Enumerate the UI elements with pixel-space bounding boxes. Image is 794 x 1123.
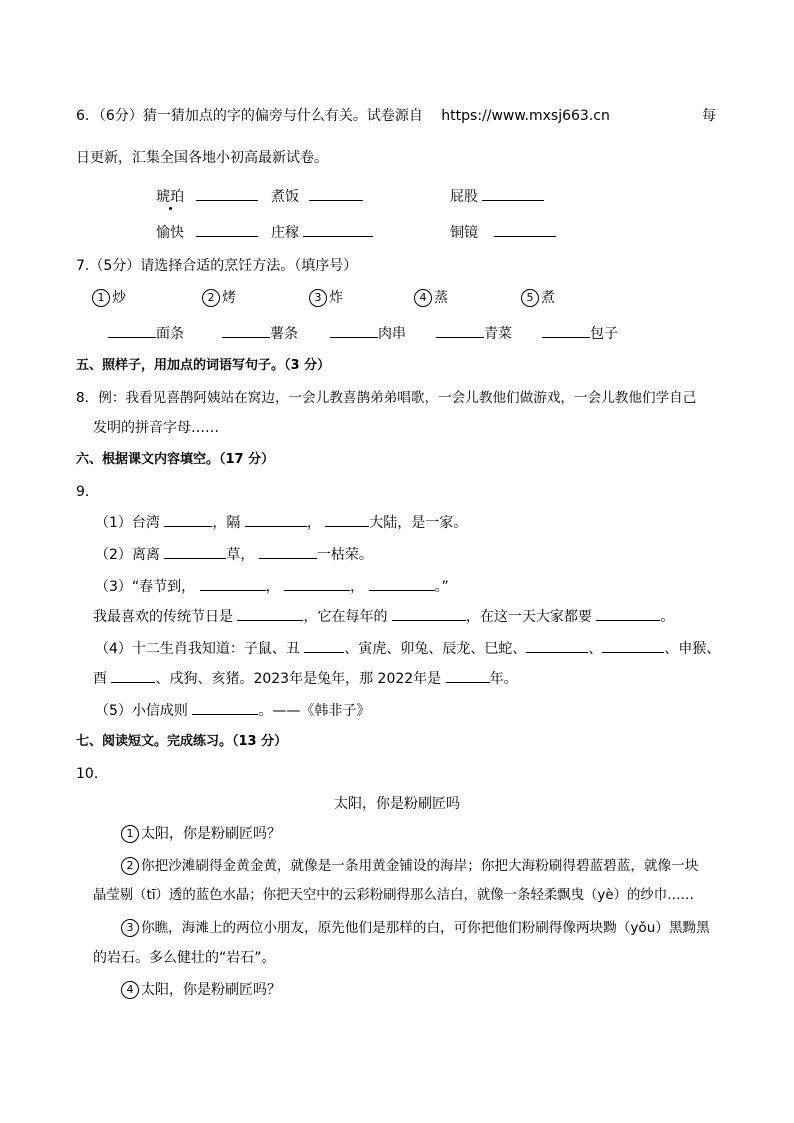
q9-part-3b: 我最喜欢的传统节日是 ，它在每年的 ，在这一天大家都要 。 [93,606,674,627]
answer-blank[interactable] [259,544,317,559]
q9-part-1: （1）台湾 ，隔 ， 大陆，是一家。 [95,512,467,533]
q9-part-2: （2）离离 草， 一枯荣。 [95,544,373,565]
circled-number: 4 [414,289,432,307]
section-5-heading: 五、照样子，用加点的词语写句子。（3 分） [76,358,331,373]
q7-title: 7.（5分）请选择合适的烹饪方法。（填序号） [76,258,358,274]
q7-option-5: 5 煮 [521,288,555,308]
answer-blank[interactable] [542,323,590,338]
answer-blank[interactable] [196,186,258,201]
answer-blank[interactable] [200,576,266,591]
circled-number: 1 [121,825,139,843]
answer-blank[interactable] [245,512,307,527]
circled-number: 1 [92,289,110,307]
q9-part-3: （3）“春节到， ， ， 。” [95,576,449,597]
answer-blank[interactable] [596,606,660,621]
q6-prompt: 6．（6分）猜一猜加点的字的偏旁与什么有关。试卷源自 [76,108,423,124]
q7-food-5: 包子 [542,323,618,344]
answer-blank[interactable] [196,222,258,237]
answer-blank[interactable] [303,222,373,237]
q6-line1 [76,106,610,126]
answer-blank[interactable] [192,700,258,715]
answer-blank[interactable] [164,544,226,559]
answer-blank[interactable] [222,323,270,338]
answer-blank[interactable] [482,186,544,201]
q7-food-2: 薯条 [222,323,298,344]
q6-word-3: 屁股 [450,186,544,207]
answer-blank[interactable] [330,323,378,338]
passage-para-3-line1: 3 你瞧，海滩上的两位小朋友，原先他们是那样的白，可你把他们粉刷得像两块黝（yǒu）黑黝黑 [121,918,710,938]
q6-word-5: 庄稼 [271,222,373,243]
q6-word-4: 愉快 [156,222,258,243]
q7-food-1: 面条 [108,323,184,344]
passage-para-2-line1: 2 你把沙滩刷得金黄金黄，就像是一条用黄金铺设的海岸；你把大海粉刷得碧蓝碧蓝，就像一块 [121,856,698,876]
circled-number: 3 [121,919,139,937]
answer-blank[interactable] [325,512,369,527]
q7-food-3: 肉串 [330,323,406,344]
section-7-heading: 七、阅读短文。完成练习。（13 分） [76,734,288,749]
answer-blank[interactable] [526,638,588,653]
q10-number: 10． [76,766,108,782]
q9-part-4b: 酉 、戌狗、亥猪。2023年是兔年，那 2022年是 年。 [93,668,518,689]
answer-blank[interactable] [108,323,156,338]
answer-blank[interactable] [446,668,490,683]
q6-word-2: 煮饭 [271,186,363,207]
answer-blank[interactable] [369,576,435,591]
answer-blank[interactable] [392,606,466,621]
q9-number: 9． [76,484,99,500]
source-url[interactable]: https://www.mxsj663.cn [441,108,610,124]
q7-option-3: 3 炸 [309,288,343,308]
passage-para-4: 4 太阳，你是粉刷匠吗？ [121,980,281,1000]
circled-number: 3 [309,289,327,307]
answer-blank[interactable] [164,512,212,527]
q8-line2: 发明的拼音字母…… [93,420,219,436]
q9-part-5: （5）小信成则 。——《韩非子》 [95,700,370,721]
passage-para-1: 1 太阳，你是粉刷匠吗？ [121,824,281,844]
q7-food-4: 青菜 [436,323,512,344]
passage-title: 太阳，你是粉刷匠吗 [334,796,460,812]
q7-option-1: 1 炒 [92,288,126,308]
q6-line2: 日更新，汇集全国各地小初高最新试卷。 [76,150,328,166]
answer-blank[interactable] [436,323,484,338]
q8-line1: 8．例：我看见喜鹊阿姨站在窝边，一会儿教喜鹊弟弟唱歌，一会儿教他们做游戏，一会儿教他们学自己 [76,390,697,406]
q7-option-2: 2 烤 [202,288,236,308]
circled-number: 2 [202,289,220,307]
answer-blank[interactable] [237,606,303,621]
q9-part-4: （4）十二生肖我知道：子鼠、丑 、寅虎、卯兔、辰龙、巳蛇、 、 、申猴、 [95,638,720,659]
answer-blank[interactable] [309,186,363,201]
answer-blank[interactable] [602,638,664,653]
passage-para-3-line2: 的岩石。多么健壮的“岩石”。 [93,950,276,966]
circled-number: 4 [121,981,139,999]
section-6-heading: 六、根据课文内容填空。（17 分） [76,452,275,467]
answer-blank[interactable] [111,668,155,683]
answer-blank[interactable] [494,222,556,237]
passage-para-2-line2: 晶莹剔（tī）透的蓝色水晶；你把天空中的云彩粉刷得那么洁白，就像一条轻柔飘曳（yè）的纱巾…… [93,888,694,903]
q6-word-6: 铜镜 [450,222,556,243]
answer-blank[interactable] [284,576,350,591]
q6-mei: 每 [702,108,716,124]
answer-blank[interactable] [304,638,344,653]
circled-number: 2 [121,857,139,875]
q7-option-4: 4 蒸 [414,288,448,308]
circled-number: 5 [521,289,539,307]
q6-word-1: 琥珀 [156,186,258,207]
